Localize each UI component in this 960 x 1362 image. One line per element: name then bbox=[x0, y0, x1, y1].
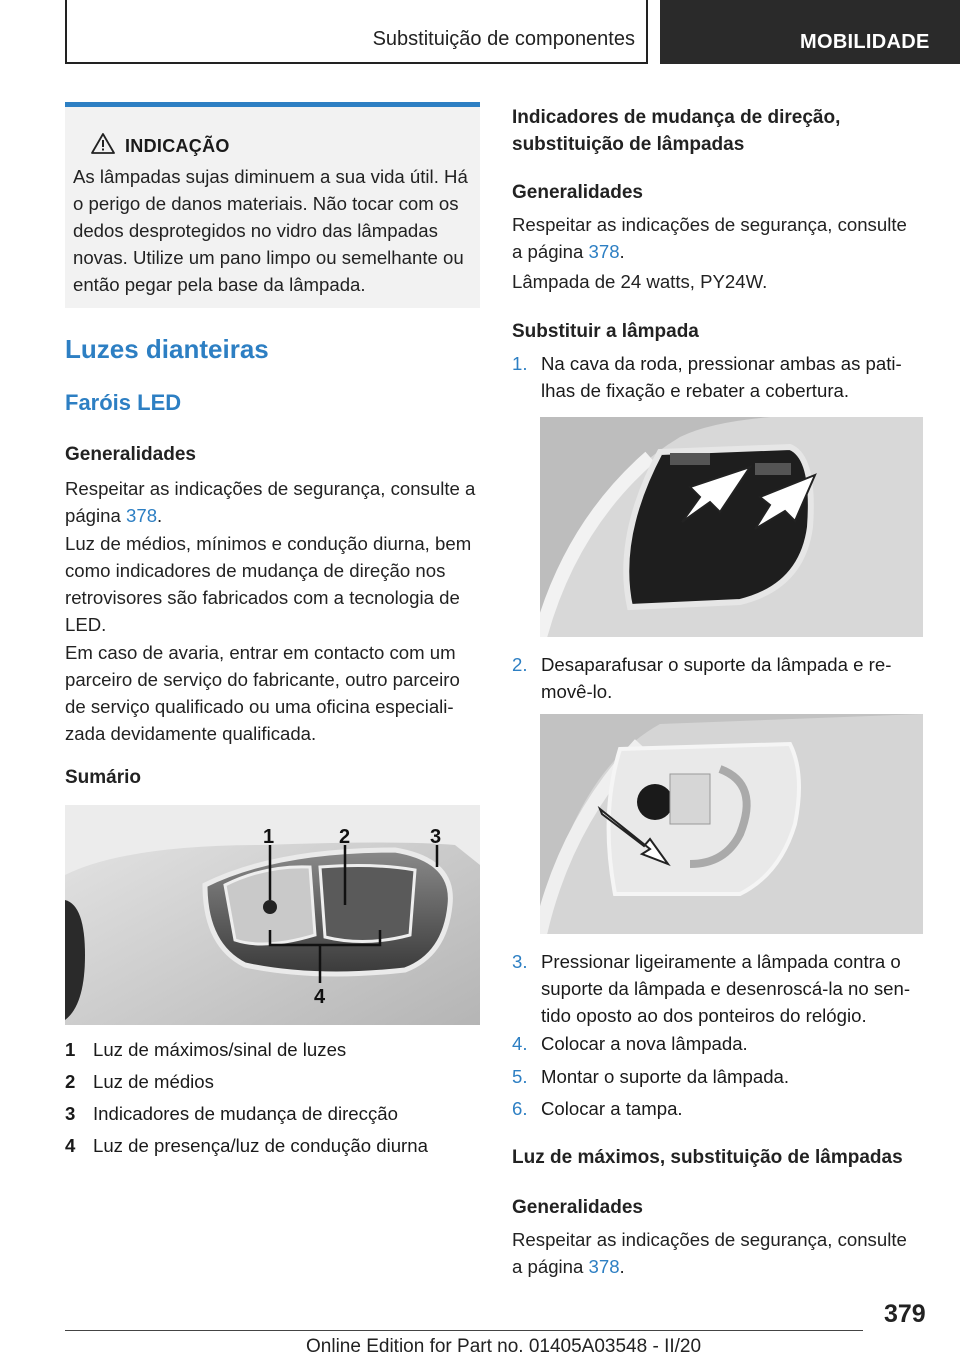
notice-box bbox=[65, 102, 480, 308]
heading-led-headlights: Faróis LED bbox=[65, 390, 182, 415]
wheel-arch-cover-figure bbox=[540, 417, 923, 637]
notice-label: INDICAÇÃO bbox=[125, 135, 230, 156]
heading-general: Generalidades bbox=[65, 444, 196, 465]
notice-text: As lâmpadas sujas diminuem a sua vida útil. Há o perigo de danos materiais. Não tocar com os dedos desprotegidos no vidro das lâmpadas novas. Utilize um pano limpo ou semelhante ou então pegar pela base da lâmpada. bbox=[73, 166, 468, 295]
heading-general-right: Generalidades bbox=[512, 182, 643, 203]
chapter-tab-label: MOBILIDADE bbox=[800, 31, 930, 53]
heading-general-right-2: Generalidades bbox=[512, 1197, 643, 1218]
step-item: 6. Colocar a tampa. bbox=[512, 1098, 683, 1119]
callout-3: 3 bbox=[430, 826, 442, 848]
heading-front-lights: Luzes dianteiras bbox=[65, 334, 269, 364]
headlight-figure bbox=[65, 805, 480, 1025]
step-item: 2. Desaparafusar o suporte da lâmpada e re-movê-lo. bbox=[512, 654, 892, 702]
page-link[interactable]: 378 bbox=[588, 241, 620, 262]
safety-note: Respeitar as indicações de segurança, consulte a página 378. bbox=[65, 478, 476, 526]
page-link[interactable]: 378 bbox=[126, 505, 158, 526]
heading-replace-bulb: Substituir a lâmpada bbox=[512, 321, 699, 342]
service-paragraph: Em caso de avaria, entrar em contacto com um parceiro de serviço do fabricante, outro parceiro de serviço qualificado ou uma oficina especiali-zada devidamente qualificada. bbox=[65, 642, 460, 744]
heading-high-beam: Luz de máximos, substituição de lâmpadas bbox=[512, 1147, 903, 1168]
bulb-holder-figure bbox=[540, 714, 923, 934]
step-item: 4. Colocar a nova lâmpada. bbox=[512, 1033, 748, 1054]
step-item: 5. Montar o suporte da lâmpada. bbox=[512, 1066, 790, 1087]
heading-summary: Sumário bbox=[65, 767, 142, 788]
legend-item: 4 Luz de presença/luz de condução diurna bbox=[65, 1135, 428, 1156]
step-item: 3. Pressionar ligeiramente a lâmpada contra o suporte da lâmpada e desenroscá-la no sen-tido oposto ao dos ponteiros do relógio. bbox=[512, 951, 911, 1026]
edition-footer: Online Edition for Part no. 01405A03548 - II/20 bbox=[306, 1336, 702, 1357]
figure-legend bbox=[65, 1034, 480, 1162]
led-paragraph: Luz de médios, mínimos e condução diurna, bem como indicadores de mudança de direção nos retrovisores são fabricados com a tecnologia de LED. bbox=[65, 533, 472, 635]
safety-note-right-2: Respeitar as indicações de segurança, consulte a página 378. bbox=[512, 1229, 907, 1277]
callout-4: 4 bbox=[314, 986, 326, 1008]
legend-item: 3 Indicadores de mudança de direcção bbox=[65, 1103, 398, 1124]
callout-2: 2 bbox=[339, 826, 351, 848]
callout-1: 1 bbox=[263, 826, 275, 848]
warning-triangle-icon bbox=[91, 133, 115, 159]
bulb-spec: Lâmpada de 24 watts, PY24W. bbox=[512, 271, 768, 292]
chapter-tab[interactable] bbox=[660, 0, 960, 64]
page-link[interactable]: 378 bbox=[588, 1256, 620, 1277]
legend-item: 2 Luz de médios bbox=[65, 1071, 214, 1092]
footer-divider bbox=[65, 1330, 863, 1331]
legend-item: 1 Luz de máximos/sinal de luzes bbox=[65, 1039, 347, 1060]
section-title: Substituição de componentes bbox=[372, 28, 635, 50]
step-item: 1. Na cava da roda, pressionar ambas as pati-lhas de fixação e rebater a cobertura. bbox=[512, 353, 902, 401]
page-number: 379 bbox=[884, 1300, 926, 1328]
heading-turn-signals: Indicadores de mudança de direção, substituição de lâmpadas bbox=[512, 107, 841, 155]
safety-note-right: Respeitar as indicações de segurança, consulte a página 378. bbox=[512, 214, 907, 262]
